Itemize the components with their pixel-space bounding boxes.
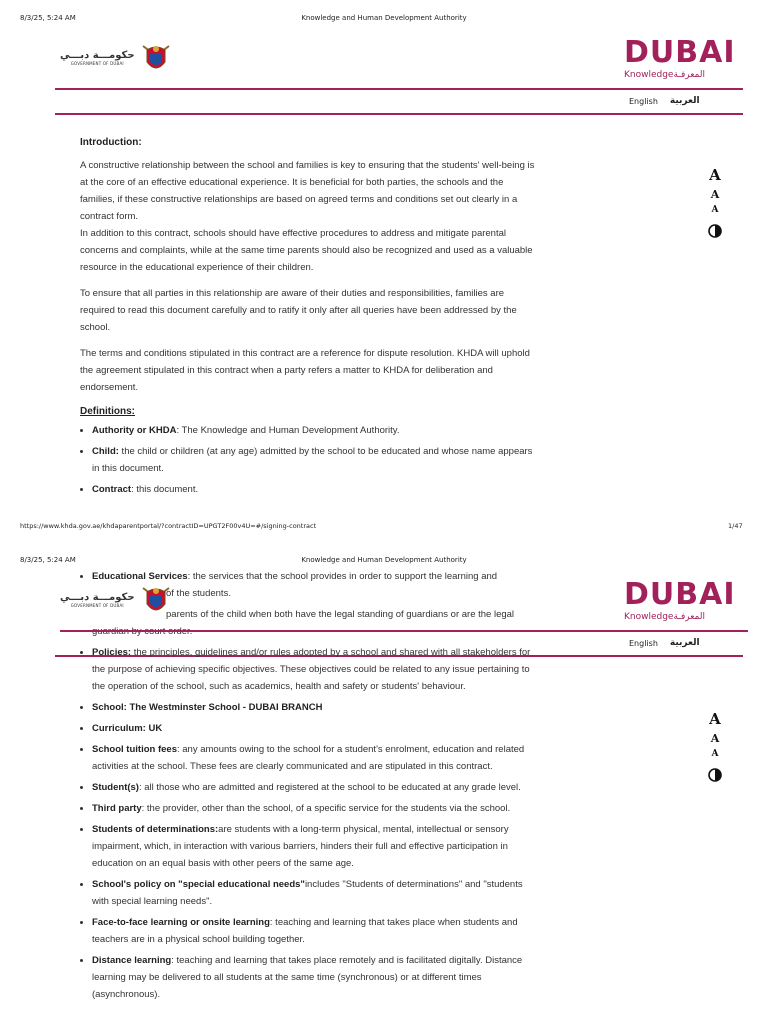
list-item bbox=[92, 699, 540, 716]
definition-text: : the services that the school provides in order to support the learning and bbox=[187, 571, 498, 582]
intro-paragraph: The terms and conditions stipulated in this contract are a reference for dispute resolution. KHDA will uphold the agreement stipulated in this contract when a party refers a matter to KHDA for deliberation and endorsement. bbox=[80, 348, 530, 393]
definition-text: the child or children (at any age) admitted by the school to be educated and whose name appears in this document. bbox=[92, 446, 533, 474]
document-page-2 bbox=[0, 546, 768, 1024]
intro-paragraph: A constructive relationship between the school and families is key to ensuring that the students' well-being is at the core of an effective educational experience. It is beneficial for both parties, the schools and the families, if these constructive relationships are based on agreed terms and conditions set out clearly in a contract form. bbox=[80, 160, 535, 222]
gov-logo-arabic: حكومـــة دبـــي bbox=[60, 50, 135, 61]
definition-text: : teaching and learning that takes place remotely and is facilitated digitally. Distance learning may be delivered to all students at the same time (synchronous) or at different times (asynchronous). bbox=[92, 955, 523, 1000]
dubai-wordmark: DUBAI bbox=[624, 35, 736, 70]
gov-logo-english: GOVERNMENT OF DUBAI bbox=[70, 61, 124, 66]
definition-term: Third party bbox=[92, 803, 142, 814]
dubai-knowledge-logo bbox=[624, 35, 736, 80]
print-footer-url: https://www.khda.gov.ae/khdaparentportal/?contractID=UPGT2F00v4U=#/signing-contract bbox=[20, 522, 317, 530]
language-switcher bbox=[629, 96, 700, 106]
list-item bbox=[92, 422, 540, 439]
accessibility-toolbar bbox=[707, 710, 723, 782]
knowledge-wordmark: Knowledge bbox=[624, 612, 674, 622]
definition-term: School's policy on "special educational needs" bbox=[92, 879, 305, 890]
font-size-large-button[interactable]: A bbox=[709, 166, 721, 184]
definition-text: : this document. bbox=[131, 484, 199, 495]
list-item bbox=[92, 481, 540, 498]
definition-term: Curriculum: UK bbox=[92, 723, 163, 734]
definition-text: the principles, guidelines and/or rules adopted by a school and shared with all stakeholders for the purpose of achieving specific objectives. These objectives could be related to any issue pertaining to the operation of the school, such as academics, health and safety or students' behaviour. bbox=[92, 647, 531, 692]
definition-text: : any amounts owing to the school for a student's enrolment, education and related activities at the school. These fees are clearly communicated and are stipulated in this contract. bbox=[92, 744, 525, 772]
list-item bbox=[92, 720, 540, 737]
knowledge-arabic-wordmark: المعرفـة bbox=[673, 70, 706, 80]
definitions-list bbox=[80, 422, 540, 498]
font-size-medium-button[interactable]: A bbox=[710, 188, 720, 201]
definition-text: : teaching and learning that takes place when students and teachers are in a physical school building together. bbox=[92, 917, 518, 945]
list-item bbox=[92, 800, 540, 817]
definition-term: Distance learning bbox=[92, 955, 172, 966]
definition-term: School: The Westminster School - DUBAI BRANCH bbox=[92, 702, 323, 713]
gov-logo-arabic: حكومـــة دبـــي bbox=[60, 592, 135, 603]
contract-content-page-2 bbox=[80, 644, 540, 1007]
government-of-dubai-logo bbox=[60, 40, 173, 76]
list-item bbox=[92, 779, 540, 796]
list-item bbox=[92, 741, 540, 775]
definition-term: Child: bbox=[92, 446, 119, 457]
header-divider-top bbox=[60, 630, 748, 632]
accessibility-toolbar bbox=[707, 166, 723, 238]
font-size-large-button[interactable]: A bbox=[709, 710, 721, 728]
print-timestamp: 8/3/25, 5:24 AM bbox=[20, 556, 76, 564]
list-item bbox=[92, 821, 540, 872]
language-english-link[interactable]: English bbox=[629, 96, 658, 106]
dubai-emblem-icon bbox=[139, 40, 173, 76]
print-title: Knowledge and Human Development Authority bbox=[301, 14, 467, 22]
partial-line: parents of the child when both have the legal standing of guardians or are the legal bbox=[166, 609, 515, 620]
font-size-small-button[interactable]: A bbox=[711, 749, 719, 759]
partial-line: of the students. bbox=[166, 588, 231, 599]
intro-paragraph: In addition to this contract, schools should have effective procedures to address and mitigate parental concerns and complaints, while at the same time parents should also be recognized and used as a valuable resource in the educational experience of their children. bbox=[80, 228, 533, 273]
list-item bbox=[92, 443, 540, 477]
definition-term: Face-to-face learning or onsite learning bbox=[92, 917, 270, 928]
definition-text: : all those who are admitted and registered at the school to be educated at any grade level. bbox=[138, 782, 521, 793]
print-page-number: 1/47 bbox=[728, 522, 743, 530]
gov-logo-english: GOVERNMENT OF DUBAI bbox=[70, 603, 124, 608]
knowledge-arabic-wordmark: المعرفـة bbox=[673, 612, 706, 622]
government-of-dubai-logo bbox=[60, 582, 173, 618]
header-divider-bottom bbox=[55, 113, 743, 115]
language-arabic-link[interactable]: العربية bbox=[669, 638, 700, 648]
dubai-knowledge-logo bbox=[624, 577, 736, 622]
definition-text: includes "Students of determinations" and "students with special learning needs". bbox=[92, 879, 523, 907]
knowledge-wordmark: Knowledge bbox=[624, 70, 674, 80]
dubai-emblem-icon bbox=[139, 582, 173, 618]
definition-term: Students of determinations: bbox=[92, 824, 219, 835]
intro-paragraph: To ensure that all parties in this relationship are aware of their duties and responsibilities, families are required to read this document carefully and to ratify it only after all queries have been addressed by the school. bbox=[80, 288, 517, 333]
introduction-heading: Introduction: bbox=[80, 137, 142, 148]
definition-text: : the provider, other than the school, of a specific service for the students via the school. bbox=[141, 803, 511, 814]
list-item bbox=[92, 952, 540, 1003]
list-item bbox=[92, 914, 540, 948]
font-size-small-button[interactable]: A bbox=[711, 205, 719, 215]
language-arabic-link[interactable]: العربية bbox=[669, 96, 700, 106]
language-switcher bbox=[629, 638, 700, 648]
contrast-toggle-icon[interactable] bbox=[708, 224, 722, 238]
definition-term: Student(s) bbox=[92, 782, 139, 793]
language-english-link[interactable]: English bbox=[629, 638, 658, 648]
list-item bbox=[92, 644, 540, 695]
definition-term: Policies: bbox=[92, 647, 132, 658]
definition-term: Authority or KHDA bbox=[92, 425, 177, 436]
contrast-toggle-icon[interactable] bbox=[708, 768, 722, 782]
dubai-wordmark: DUBAI bbox=[624, 577, 736, 612]
definitions-heading: Definitions: bbox=[80, 406, 135, 417]
header-divider-top bbox=[55, 88, 743, 90]
font-size-medium-button[interactable]: A bbox=[710, 732, 720, 745]
definition-term: Educational Services bbox=[92, 571, 188, 582]
list-item bbox=[92, 876, 540, 910]
definitions-list bbox=[80, 644, 540, 1003]
definition-text: are students with a long-term physical, mental, intellectual or sensory impairment, which, in interaction with various barriers, hinders their full and effective participation in education on an equal basis with other peers of the same age. bbox=[92, 824, 509, 869]
print-timestamp: 8/3/25, 5:24 AM bbox=[20, 14, 76, 22]
definition-text: : The Knowledge and Human Development Authority. bbox=[176, 425, 400, 436]
print-title: Knowledge and Human Development Authority bbox=[301, 556, 467, 564]
contract-content-page-1 bbox=[80, 134, 540, 502]
definition-term: Contract bbox=[92, 484, 132, 495]
definition-term: School tuition fees bbox=[92, 744, 177, 755]
